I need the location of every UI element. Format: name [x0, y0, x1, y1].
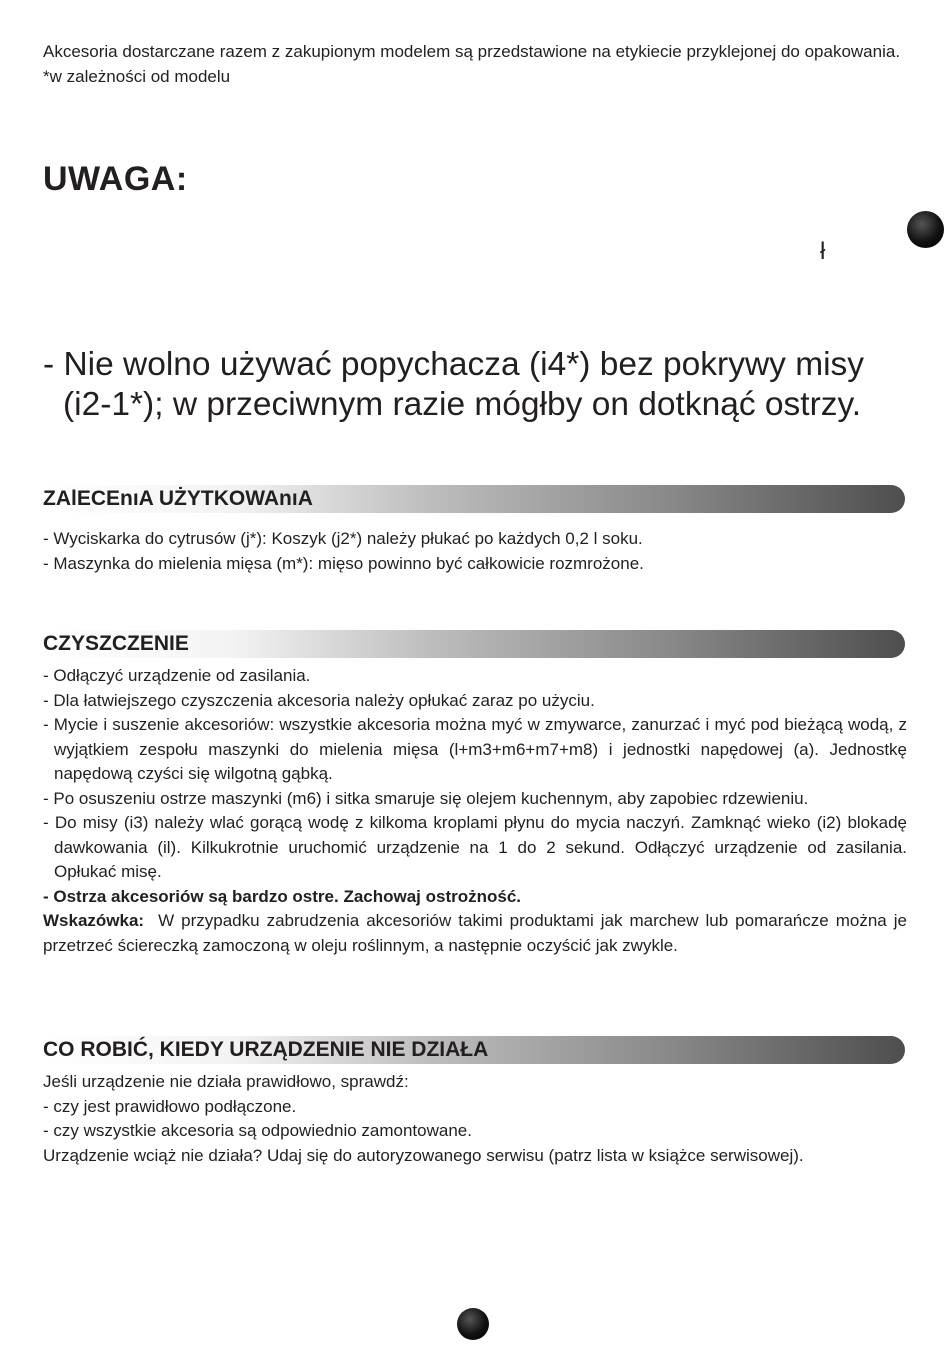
troubleshooting-text — [43, 1070, 907, 1168]
pusher-warning-line-1: - Nie wolno używać popychacza (i4*) bez pokrywy misy — [43, 346, 865, 383]
hint-label: Wskazówka: — [43, 911, 145, 930]
cleaning-item: - Dla łatwiejszego czyszczenia akcesoria należy opłukać zaraz po użyciu. — [43, 690, 595, 710]
recommendations-title: ZAlECEnıA UŻYTKOWAnıA — [43, 487, 313, 510]
uwaga-heading: UWAGA: — [43, 160, 188, 198]
page-marker-dot — [907, 211, 944, 248]
stray-character: ł — [820, 238, 826, 265]
cleaning-title: CZYSZCZENIE — [43, 632, 189, 655]
cleaning-section — [43, 664, 907, 958]
blades-sharp-warning: - Ostrza akcesoriów są bardzo ostre. Zachowaj ostrożność. — [43, 886, 522, 906]
hint-text: W przypadku zabrudzenia akcesoriów takimi produktami jak marchew lub pomarańcze można je przetrzeć ściereczką zamoczoną w oleju roślinnym, a następnie oczyścić jak zwykle. — [43, 911, 907, 955]
troubleshooting-line: Urządzenie wciąż nie działa? Udaj się do autoryzowanego serwisu (patrz lista w książce serwisowej). — [43, 1145, 804, 1165]
cleaning-item: - Mycie i suszenie akcesoriów: wszystkie akcesoria można myć w zmywarce, zanurzać i myć pod bieżącą wodą, z wyjątkiem zespołu maszynki do mielenia mięsa (l+m3+m6+m7+m8) i jednostki napędowej (a). Jednostkę napędową czyści się wilgotną gąbką. — [43, 715, 907, 783]
cleaning-header-bar — [43, 630, 905, 658]
recommendations-list — [43, 527, 907, 576]
intro-accessories-note: Akcesoria dostarczane razem z zakupionym modelem są przedstawione na etykiecie przyklejonej do opakowania. — [43, 42, 901, 61]
recommendations-header-bar — [43, 485, 905, 513]
intro-text — [43, 40, 907, 89]
recommendation-item: - Wyciskarka do cytrusów (j*): Koszyk (j2*) należy płukać po każdych 0,2 l soku. — [43, 529, 643, 548]
troubleshooting-line: Jeśli urządzenie nie działa prawidłowo, sprawdź: — [43, 1072, 409, 1091]
cleaning-item: - Odłączyć urządzenie od zasilania. — [43, 666, 311, 685]
cleaning-list — [43, 664, 907, 885]
troubleshooting-header-bar — [43, 1036, 905, 1064]
recommendation-item: - Maszynka do mielenia mięsa (m*): mięso powinno być całkowicie rozmrożone. — [43, 553, 644, 573]
intro-model-note: *w zależności od modelu — [43, 66, 231, 86]
pusher-warning-line-2: (i2-1*); w przeciwnym razie mógłby on dotknąć ostrzy. — [63, 386, 862, 423]
troubleshooting-line: - czy jest prawidłowo podłączone. — [43, 1096, 297, 1116]
troubleshooting-line: - czy wszystkie akcesoria są odpowiednio zamontowane. — [43, 1121, 472, 1140]
page-number-dot — [457, 1308, 489, 1340]
cleaning-item: - Po osuszeniu ostrze maszynki (m6) i sitka smaruje się olejem kuchennym, aby zapobiec rdzewieniu. — [43, 788, 809, 808]
cleaning-item: - Do misy (i3) należy wlać gorącą wodę z kilkoma kroplami płynu do mycia naczyń. Zamknąć wieko (i2) blokadę dawkowania (il). Kilkukrotnie uruchomić urządzenie na 1 do 2 sekund. Odłączyć urządzenie od zasilania. Opłukać misę. — [43, 813, 907, 881]
troubleshooting-title: CO ROBIĆ, KIEDY URZĄDZENIE NIE DZIAŁA — [43, 1038, 489, 1061]
cleaning-hint — [43, 909, 907, 958]
